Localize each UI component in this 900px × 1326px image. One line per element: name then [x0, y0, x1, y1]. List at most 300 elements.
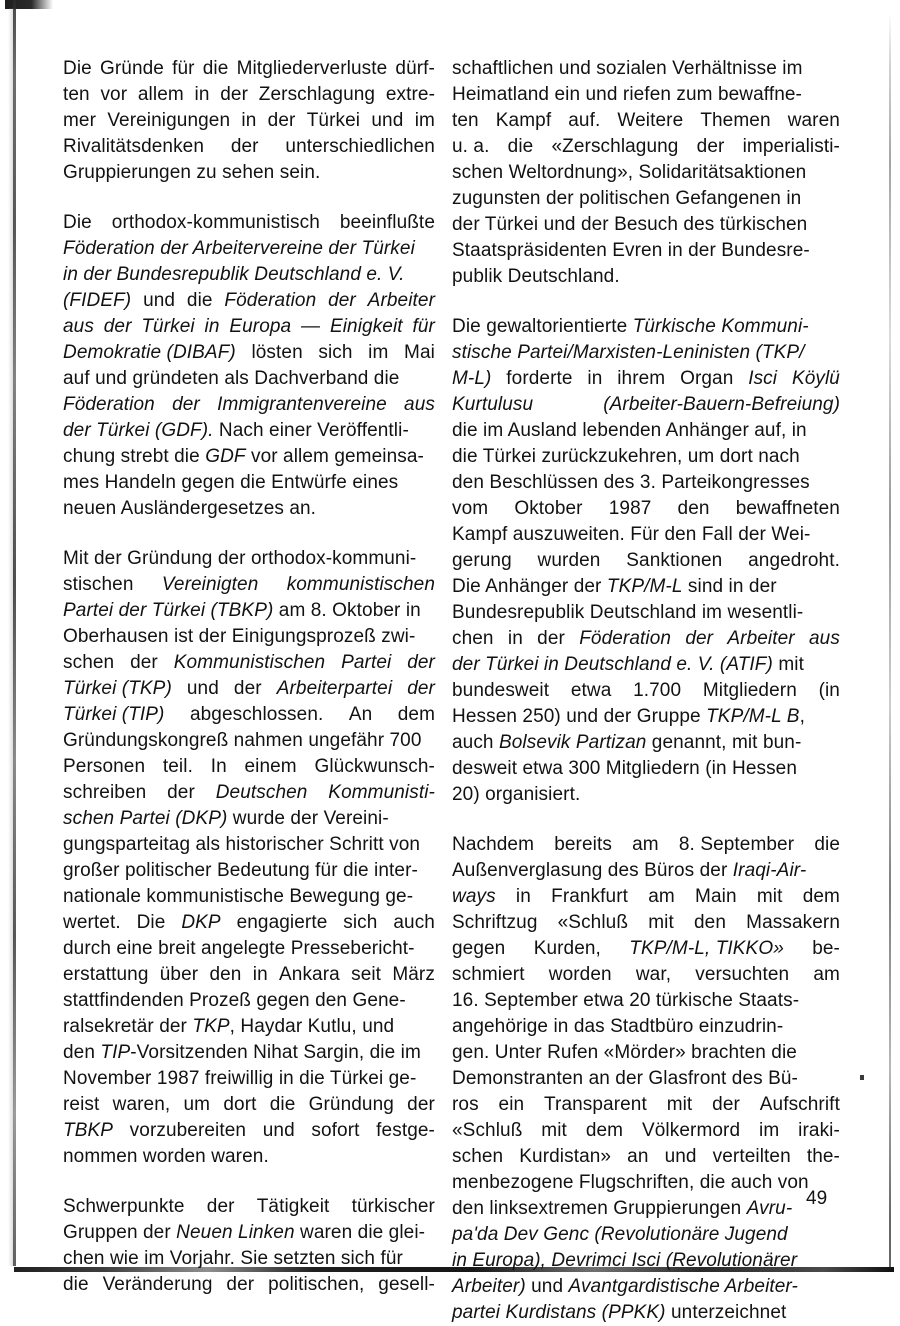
- italic-run: Europa: [229, 316, 292, 337]
- text-run: vorzubereiten: [129, 1120, 247, 1141]
- text-line: [452, 392, 840, 418]
- text-line: [63, 418, 435, 444]
- text-run: Nachdem: [452, 834, 535, 855]
- text-run: Nach einer Veröffentli-: [213, 420, 409, 441]
- text-line: [452, 782, 840, 808]
- text-line: [63, 728, 435, 754]
- text-run: Gruppierungen zu sehen sein.: [63, 162, 321, 183]
- text-run: den: [677, 498, 710, 519]
- text-run: in: [241, 110, 257, 131]
- text-run: den linksextremen Gruppierungen: [452, 1198, 747, 1219]
- text-line: [452, 1040, 840, 1066]
- text-run: sich: [318, 342, 353, 363]
- text-run: neuen Ausländergesetzes an.: [63, 498, 317, 519]
- text-line: [63, 1246, 435, 1272]
- italic-run: Türkei (TKP): [63, 678, 172, 699]
- text-run: ihrem: [617, 368, 666, 389]
- text-run: den: [209, 964, 242, 985]
- italic-run: ways: [452, 886, 496, 907]
- text-run: auch: [452, 732, 499, 753]
- text-line: [452, 962, 840, 988]
- text-run: nommen worden waren.: [63, 1146, 269, 1167]
- italic-run: der: [407, 652, 435, 673]
- text-run: ein: [498, 1094, 525, 1115]
- italic-run: Kommunisti-: [328, 782, 435, 803]
- text-run: Sanktionen: [626, 550, 723, 571]
- text-run: Oktober: [514, 498, 583, 519]
- text-run: auf.: [568, 110, 601, 131]
- text-run: Schriftzug: [452, 912, 538, 933]
- text-line: [63, 1040, 435, 1066]
- text-line: [63, 962, 435, 988]
- text-run: «Schluß: [557, 912, 629, 933]
- text-run: gen. Unter Rufen «Mörder» brachten die: [452, 1042, 797, 1063]
- italic-run: TIP: [100, 1042, 131, 1063]
- text-line: [63, 340, 435, 366]
- text-line: [452, 418, 840, 444]
- italic-run: Kommunistischen: [173, 652, 326, 673]
- text-run: vor: [100, 84, 128, 105]
- text-line: [452, 1300, 840, 1326]
- text-run: Schwerpunkte: [63, 1196, 185, 1217]
- text-line: [63, 988, 435, 1014]
- text-run: der: [233, 678, 262, 699]
- text-run: seit: [351, 964, 382, 985]
- text-run: , Haydar Kutlu, und: [229, 1016, 395, 1037]
- text-line: [63, 702, 435, 728]
- italic-run: stische Partei/Marxisten-Leninisten (TKP/: [452, 342, 805, 363]
- text-run: im: [414, 110, 435, 131]
- text-run: forderte: [506, 368, 573, 389]
- text-line: [63, 496, 435, 522]
- text-run: Staatspräsidenten Evren in der Bundesre-: [452, 240, 810, 261]
- text-run: gesell-: [378, 1274, 435, 1295]
- italic-run: TBKP: [63, 1120, 114, 1141]
- text-line: [63, 546, 435, 572]
- text-run: auf und gründeten als Dachverband die: [63, 368, 400, 389]
- text-run: imperialisti-: [742, 136, 840, 157]
- text-run: die: [186, 290, 213, 311]
- text-run: waren die glei-: [294, 1222, 426, 1243]
- text-line: [63, 210, 435, 236]
- text-run: die: [507, 136, 534, 157]
- text-run: sind in der: [682, 576, 777, 597]
- text-line: [452, 988, 840, 1014]
- text-run: allem: [137, 84, 184, 105]
- text-line: [452, 238, 840, 264]
- text-run: «Schluß: [452, 1120, 523, 1141]
- text-line: [452, 548, 840, 574]
- text-run: für: [172, 58, 195, 79]
- text-run: extre-: [385, 84, 435, 105]
- text-run: mit: [541, 1120, 567, 1141]
- text-run: gungsparteitag als historischer Schritt von: [63, 834, 421, 855]
- text-run: in: [507, 628, 523, 649]
- text-run: (in: [818, 680, 840, 701]
- text-run: schreiben: [63, 782, 147, 803]
- text-run: Die Anhänger der: [452, 576, 607, 597]
- paragraph: [452, 56, 840, 290]
- text-run: schen: [452, 1146, 504, 1167]
- text-run: Mitgliederverluste: [236, 58, 388, 79]
- text-run: verteilten: [712, 1146, 791, 1167]
- italic-run: TKP/M-L B: [706, 706, 800, 727]
- italic-run: M-L): [452, 368, 492, 389]
- text-run: und: [262, 1120, 295, 1141]
- text-run: und: [371, 110, 404, 131]
- text-run: mit: [772, 654, 804, 675]
- text-run: mit: [666, 1094, 693, 1115]
- text-run: die: [202, 58, 229, 79]
- text-line: [452, 134, 840, 160]
- italic-run: Türkische Kommuni-: [632, 316, 809, 337]
- text-run: mit: [756, 886, 783, 907]
- text-run: im: [368, 342, 389, 363]
- paragraph: [452, 832, 840, 1326]
- text-run: Mitgliedern: [702, 680, 797, 701]
- text-run: die: [269, 1094, 296, 1115]
- text-run: gegen: [452, 938, 506, 959]
- text-run: Oberhausen ist der Einigungsprozeß zwi-: [63, 626, 416, 647]
- text-run: und: [143, 290, 176, 311]
- text-line: [63, 1014, 435, 1040]
- text-run: angedroht.: [748, 550, 840, 571]
- text-line: [452, 264, 840, 290]
- text-line: [63, 392, 435, 418]
- text-line: [452, 444, 840, 470]
- text-run: 8. September: [678, 834, 795, 855]
- text-run: Organ: [680, 368, 734, 389]
- text-line: [63, 1118, 435, 1144]
- text-run: Gruppen der: [63, 1222, 177, 1243]
- text-line: [63, 1272, 435, 1298]
- text-run: bundesweit: [452, 680, 550, 701]
- text-line: [452, 910, 840, 936]
- text-run: ten: [63, 84, 90, 105]
- italic-run: GDF: [205, 446, 246, 467]
- text-run: festge-: [376, 1120, 435, 1141]
- text-run: the-: [806, 1146, 840, 1167]
- text-run: Massakern: [746, 912, 840, 933]
- text-run: -Vorsitzenden Nihat Sargin, die im: [130, 1042, 421, 1063]
- text-line: [63, 366, 435, 392]
- text-run: türkischer: [351, 1196, 435, 1217]
- text-run: Transparent: [544, 1094, 647, 1115]
- text-run: dürf-: [395, 58, 435, 79]
- text-run: abgeschlossen.: [189, 704, 324, 725]
- text-run: in: [515, 886, 531, 907]
- text-run: den Beschlüssen des 3. Parteikongresses: [452, 472, 810, 493]
- text-run: dort: [223, 1094, 257, 1115]
- italic-run: kommunistischen: [286, 574, 435, 595]
- scan-artifact-right-edge: [889, 12, 891, 1270]
- text-run: Mit der Gründung der orthodox-kommuni-: [63, 548, 417, 569]
- text-run: ralsekretär der: [63, 1016, 193, 1037]
- text-run: Gründung: [308, 1094, 394, 1115]
- text-line: [452, 314, 840, 340]
- text-run: iraki-: [798, 1120, 840, 1141]
- text-run: Die gewaltorientierte: [452, 316, 633, 337]
- text-run: der: [230, 136, 259, 157]
- text-run: waren: [787, 110, 840, 131]
- text-line: [63, 1144, 435, 1170]
- text-run: desweit etwa 300 Mitgliedern (in Hessen: [452, 758, 798, 779]
- text-run: der: [220, 84, 249, 105]
- text-run: um: [183, 1094, 211, 1115]
- text-run: ,: [799, 706, 805, 727]
- text-line: [63, 262, 435, 288]
- italic-run: Avru-: [746, 1198, 793, 1219]
- text-run: Kampf: [495, 110, 552, 131]
- text-run: Zerschlagung: [258, 84, 376, 105]
- text-run: unterschiedlichen: [285, 136, 435, 157]
- text-run: der: [696, 136, 725, 157]
- text-run: unterzeichnet: [665, 1302, 787, 1323]
- text-run: wurden: [537, 550, 601, 571]
- text-run: chen: [452, 628, 494, 649]
- text-line: [452, 340, 840, 366]
- italic-run: Immigrantenvereine: [217, 394, 387, 415]
- text-run: Heimatland ein und riefen zum bewaffne-: [452, 84, 802, 105]
- text-line: [63, 288, 435, 314]
- text-run: Glückwunsch-: [314, 756, 435, 777]
- italic-run: Isci: [748, 368, 778, 389]
- italic-run: —: [301, 316, 321, 337]
- text-run: Demonstranten an der Glasfront des Bü-: [452, 1068, 798, 1089]
- text-run: dem: [585, 1120, 624, 1141]
- text-run: Gründe: [99, 58, 164, 79]
- italic-run: Demokratie (DIBAF): [63, 342, 236, 363]
- text-line: [452, 884, 840, 910]
- text-run: beeinflußte: [339, 212, 435, 233]
- text-line: [63, 236, 435, 262]
- text-run: Türkei: [306, 110, 361, 131]
- italic-run: Arbeiter: [367, 290, 435, 311]
- text-line: [452, 1066, 840, 1092]
- text-run: wurde der Vereini-: [227, 808, 389, 829]
- text-line: [63, 134, 435, 160]
- text-line: [452, 56, 840, 82]
- italic-run: (Arbeiter-Bauern-Befreiung): [603, 394, 840, 415]
- text-run: orthodox-kommunistisch: [111, 212, 320, 233]
- text-run: ten: [452, 110, 479, 131]
- text-run: durch eine breit angelegte Pressebericht-: [63, 938, 415, 959]
- text-run: stischen: [63, 574, 134, 595]
- paragraph: [452, 314, 840, 808]
- text-line: [63, 910, 435, 936]
- text-run: Gründungskongreß nahmen ungefähr 700: [63, 730, 422, 751]
- text-run: 20) organisiert.: [452, 784, 581, 805]
- italic-run: der: [172, 394, 200, 415]
- text-run: Kurden,: [533, 938, 601, 959]
- text-run: Tätigkeit: [256, 1196, 330, 1217]
- text-run: Themen: [700, 110, 771, 131]
- italic-run: der: [407, 678, 435, 699]
- italic-run: Avantgardistische Arbeiter-: [568, 1276, 798, 1297]
- text-run: dem: [397, 704, 435, 725]
- scan-artifact-speck: [860, 1075, 864, 1080]
- text-run: sofort: [311, 1120, 360, 1141]
- italic-run: Arbeiterpartei: [276, 678, 393, 699]
- text-run: engagierte: [236, 912, 328, 933]
- italic-run: in der Bundesrepublik Deutschland e. V.: [63, 264, 405, 285]
- text-line: [63, 884, 435, 910]
- text-run: Die: [63, 212, 92, 233]
- text-line: [452, 212, 840, 238]
- text-run: Aufschrift: [759, 1094, 840, 1115]
- text-line: [452, 936, 840, 962]
- paragraph: [63, 546, 435, 1170]
- text-run: Weitere: [617, 110, 684, 131]
- italic-run: Partei: [341, 652, 392, 673]
- text-run: In: [210, 756, 227, 777]
- text-run: nationale kommunistische Bewegung ge-: [63, 886, 414, 907]
- italic-run: (FIDEF): [63, 290, 132, 311]
- text-run: die im Ausland lebenden Anhänger auf, in: [452, 420, 807, 441]
- text-run: der Türkei und der Besuch des türkischen: [452, 214, 808, 235]
- text-run: «Zerschlagung: [551, 136, 679, 157]
- text-run: März: [392, 964, 435, 985]
- text-run: und: [664, 1146, 697, 1167]
- text-run: in: [252, 964, 268, 985]
- text-run: bewaffneten: [735, 498, 840, 519]
- text-run: Rivalitätsdenken: [63, 136, 205, 157]
- text-run: zugunsten der politischen Gefangenen in: [452, 188, 802, 209]
- text-run: einem: [244, 756, 297, 777]
- text-run: der: [206, 1196, 235, 1217]
- text-run: angehörige in das Stadtbüro einzudrin-: [452, 1016, 784, 1037]
- italic-run: aus: [809, 628, 840, 649]
- text-line: [452, 756, 840, 782]
- italic-run: TKP: [192, 1016, 230, 1037]
- text-run: am: [648, 886, 675, 907]
- italic-run: Kurtulusu: [452, 394, 534, 415]
- text-run: den: [694, 912, 727, 933]
- text-run: chung strebt die: [63, 446, 206, 467]
- text-line: [63, 1220, 435, 1246]
- text-run: in: [587, 368, 603, 389]
- text-run: vom: [452, 498, 489, 519]
- text-run: auch: [393, 912, 435, 933]
- text-run: Frankfurt: [551, 886, 629, 907]
- text-line: [63, 82, 435, 108]
- text-line: [63, 56, 435, 82]
- page-number: 49: [806, 1188, 828, 1209]
- italic-run: Arbeiter: [727, 628, 795, 649]
- text-run: über: [159, 964, 199, 985]
- text-line: [63, 160, 435, 186]
- text-line: [63, 858, 435, 884]
- text-line: [63, 108, 435, 134]
- text-line: [63, 806, 435, 832]
- italic-run: Türkei (TIP): [63, 704, 165, 725]
- text-run: war,: [635, 964, 672, 985]
- text-line: [452, 522, 840, 548]
- text-line: [452, 574, 840, 600]
- text-run: der: [226, 1274, 255, 1295]
- text-line: [452, 832, 840, 858]
- text-run: menbezogene Flugschriften, die auch von: [452, 1172, 809, 1193]
- text-line: [63, 754, 435, 780]
- italic-run: Bolsevik Partizan: [498, 732, 647, 753]
- italic-run: Föderation: [63, 394, 155, 415]
- text-run: bereits: [554, 834, 612, 855]
- text-line: [63, 1066, 435, 1092]
- italic-run: aus: [404, 394, 435, 415]
- text-line: [452, 1170, 840, 1196]
- text-run: Außenverglasung des Büros der: [452, 860, 733, 881]
- text-line: [63, 780, 435, 806]
- text-run: November 1987 freiwillig in die Türkei ge-: [63, 1068, 417, 1089]
- text-line: [452, 652, 840, 678]
- text-line: [452, 160, 840, 186]
- text-line: [452, 366, 840, 392]
- paragraph: [63, 1194, 435, 1298]
- text-run: Vereinigungen: [107, 110, 231, 131]
- text-line: [452, 1092, 840, 1118]
- text-run: be-: [812, 938, 840, 959]
- text-run: 1.700: [633, 680, 682, 701]
- text-run: sich: [343, 912, 378, 933]
- scan-artifact-left-edge: [13, 0, 16, 1266]
- italic-run: Föderation der Arbeitervereine der Türkei: [63, 238, 415, 259]
- text-run: schaftlichen und sozialen Verhältnisse im: [452, 58, 803, 79]
- text-line: [452, 82, 840, 108]
- text-run: 16. September etwa 20 türkische Staats-: [452, 990, 800, 1011]
- text-line: [63, 624, 435, 650]
- italic-run: pa'da Dev Genc (Revolutionäre Jugend: [452, 1224, 788, 1245]
- italic-run: Iraqi-Air-: [732, 860, 807, 881]
- italic-run: TKP/M-L: [606, 576, 683, 597]
- text-line: [452, 1014, 840, 1040]
- text-run: lösten: [251, 342, 303, 363]
- text-run: am: [632, 834, 659, 855]
- text-run: großer politischer Bedeutung für die inter-: [63, 860, 418, 881]
- text-run: stattfindenden Prozeß gegen den Gene-: [63, 990, 406, 1011]
- italic-run: schen Partei (DKP): [63, 808, 228, 829]
- text-run: politischen,: [268, 1274, 365, 1295]
- italic-run: TKP/M-L, TIKKO»: [629, 938, 784, 959]
- text-run: chen wie im Vorjahr. Sie setzten sich für: [63, 1248, 403, 1269]
- text-line: [452, 1222, 840, 1248]
- text-line: [452, 1118, 840, 1144]
- text-run: die: [814, 834, 840, 855]
- paragraph: [63, 56, 435, 186]
- text-line: [452, 1144, 840, 1170]
- text-run: am 8. Oktober in: [273, 600, 421, 621]
- italic-run: Köylü: [791, 368, 840, 389]
- italic-run: in Europa), Devrimci Isci (Revolutionärer: [452, 1250, 798, 1271]
- text-run: schen Weltordnung», Solidaritätsaktionen: [452, 162, 807, 183]
- text-run: Personen: [63, 756, 146, 777]
- text-line: [452, 1274, 840, 1300]
- text-run: der: [407, 1094, 435, 1115]
- text-line: [452, 730, 840, 756]
- text-run: 1987: [608, 498, 652, 519]
- text-run: Main: [695, 886, 737, 907]
- text-line: [63, 572, 435, 598]
- text-line: [63, 598, 435, 624]
- italic-run: Partei der Türkei (TBKP): [63, 600, 274, 621]
- italic-run: für: [412, 316, 435, 337]
- text-line: [63, 832, 435, 858]
- italic-run: der: [328, 290, 356, 311]
- text-run: im: [759, 1120, 780, 1141]
- text-run: Kurdistan»: [519, 1146, 612, 1167]
- text-line: [63, 314, 435, 340]
- text-line: [63, 444, 435, 470]
- text-run: vor allem gemeinsa-: [245, 446, 424, 467]
